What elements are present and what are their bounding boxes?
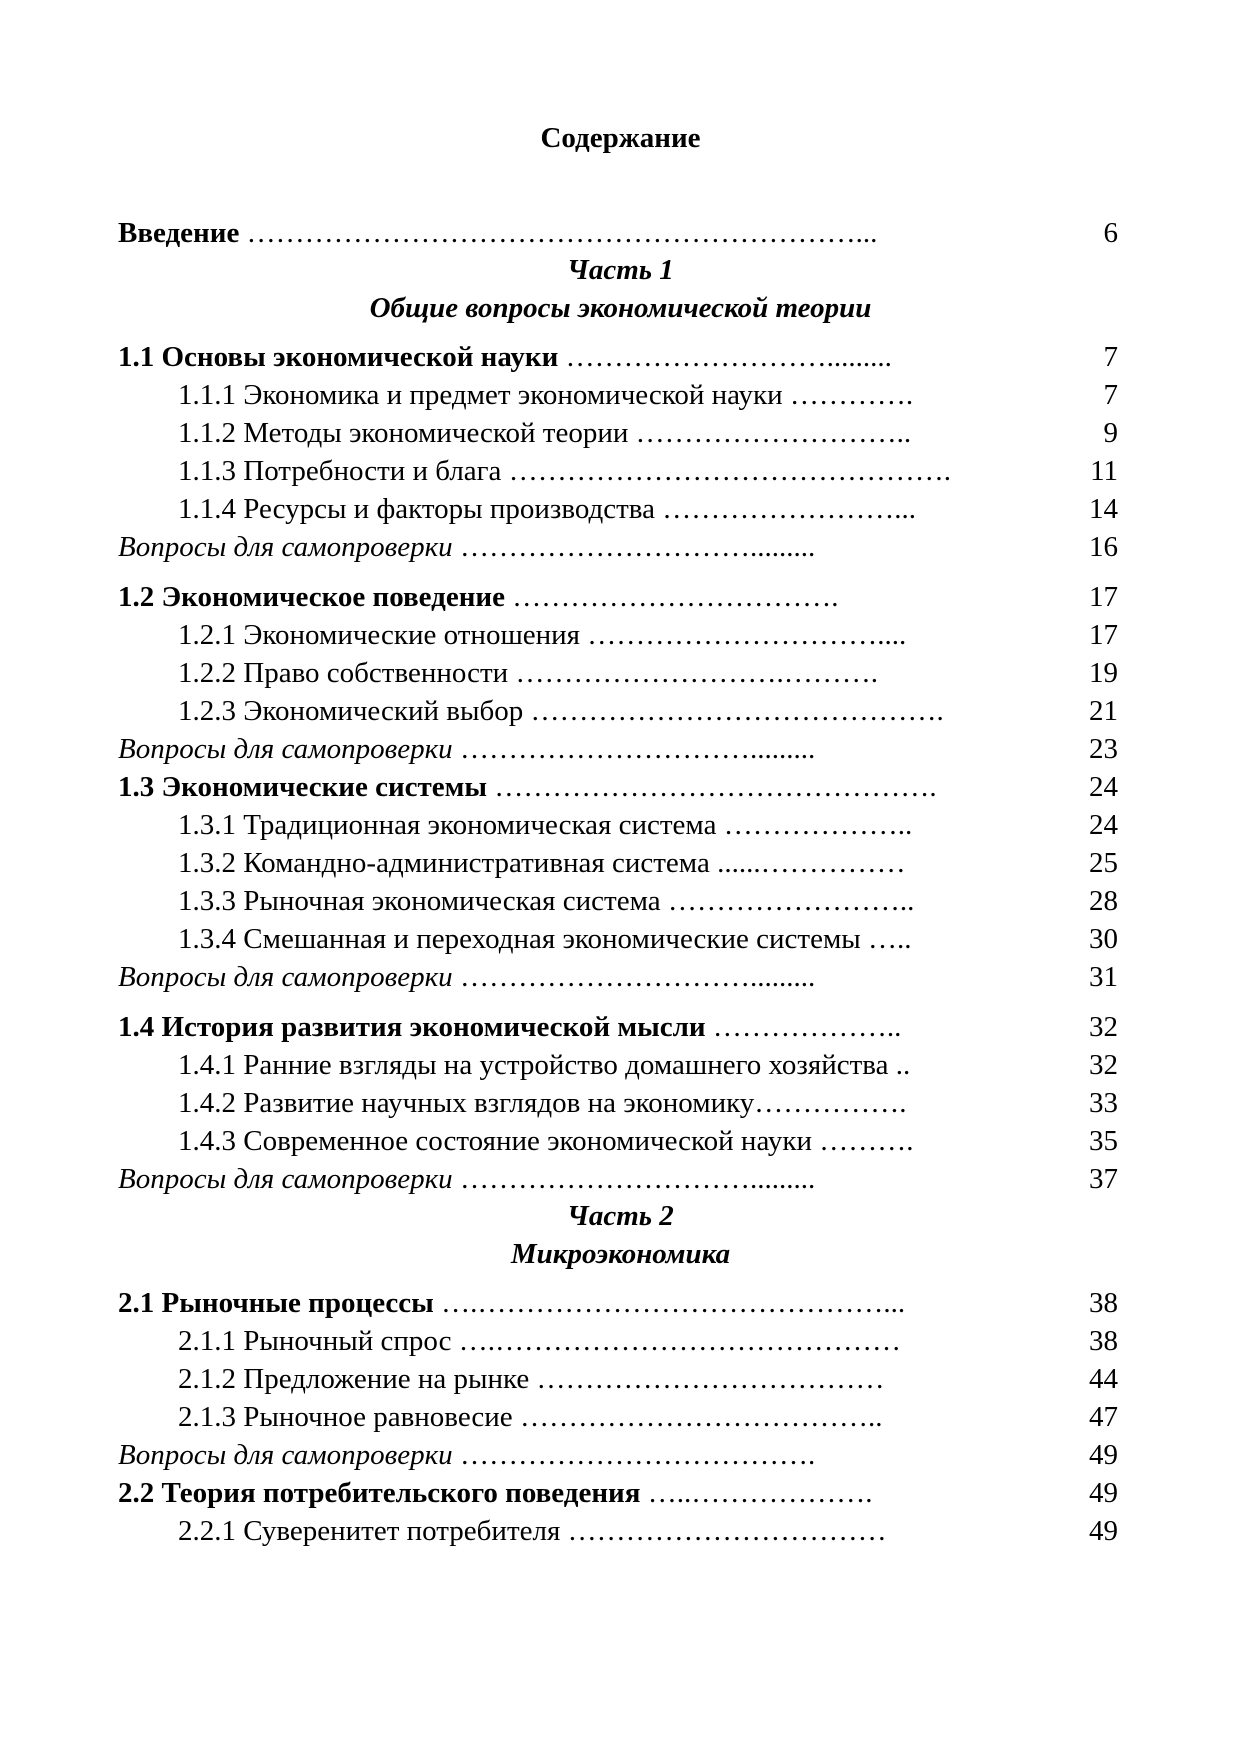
toc-entry-dots: ……………….. (705, 1011, 902, 1043)
toc-entry (178, 1084, 1120, 1122)
toc-entry-dots: ………………………......... (558, 341, 892, 373)
toc-entry-dots: …………………….. (660, 885, 915, 917)
toc-entry-title: 2.1.2 Предложение на рынке (178, 1363, 530, 1395)
toc-entry-title: 2.2.1 Суверенитет потребителя (178, 1515, 561, 1547)
toc-entry-text (178, 920, 1048, 958)
toc-entry-dots: ….…………………………………… (451, 1325, 901, 1357)
toc-entry-page: 14 (1089, 493, 1118, 525)
toc-entry-text (118, 338, 1048, 376)
part-2-subtitle: Микроэкономика (510, 1238, 731, 1270)
part-2-label: Часть 2 (567, 1200, 674, 1232)
toc-entry-dots: ……………………………. (504, 581, 839, 613)
toc-entry (178, 1360, 1120, 1398)
toc-entry-dots: ………………………………. (452, 1439, 816, 1471)
toc-entry-title: 1.1.1 Экономика и предмет экономической науки (178, 379, 783, 411)
toc-entry-page: 38 (1089, 1287, 1118, 1319)
toc-entry-text (178, 882, 1048, 920)
toc-entry-title: Вопросы для самопроверки (118, 961, 453, 993)
toc-entry (178, 882, 1120, 920)
toc-entry-title: 1.3.2 Командно-административная система (178, 847, 710, 879)
toc-entry-dots: ……………………………… (529, 1363, 885, 1395)
toc-entry-page: 17 (1089, 581, 1118, 613)
toc-entry-text (178, 452, 1048, 490)
toc-entry-title: 2.1 Рыночные процессы (118, 1287, 434, 1319)
toc-entry-dots: ……………………….………. (508, 657, 878, 689)
toc-entry-dots: ……………………………………. (523, 695, 944, 727)
toc-entry-page: 17 (1089, 619, 1118, 651)
toc-entry-page: 30 (1089, 923, 1118, 955)
toc-entry-text (118, 578, 1048, 616)
toc-entry-dots: ……………. (754, 1087, 907, 1119)
toc-entry-dots: …………………………… (560, 1515, 887, 1547)
toc-entry-dots: …………………………......... (452, 531, 816, 563)
toc-entry-text (118, 768, 1048, 806)
toc-entry-title: 1.2.2 Право собственности (178, 657, 509, 689)
toc-entry-dots: ……………………………….. (512, 1401, 883, 1433)
toc-entry (178, 920, 1120, 958)
toc-entry-title: 1.2.1 Экономические отношения (178, 619, 581, 651)
toc-entry-dots: …………………………......... (452, 733, 816, 765)
toc-entry-text (118, 958, 1048, 996)
toc-entry-page: 25 (1089, 847, 1118, 879)
toc-entry-text (178, 806, 1048, 844)
toc-entry-page: 47 (1089, 1401, 1118, 1433)
toc-entry-title: 1.3 Экономические системы (118, 771, 488, 803)
toc-entry-text (118, 1474, 1048, 1512)
part-1-subtitle: Общие вопросы экономической теории (369, 292, 872, 324)
toc-entry-text (178, 1046, 1048, 1084)
toc-entry-page: 9 (1103, 417, 1118, 449)
toc-entry (178, 1122, 1120, 1160)
toc-entry-questions (118, 528, 1120, 566)
toc-entry-page: 19 (1089, 657, 1118, 689)
toc-entry-title: 1.3.4 Смешанная и переходная экономические системы (178, 923, 861, 955)
toc-entry-dots: ……………………….. (628, 417, 912, 449)
toc-entry (118, 338, 1120, 376)
toc-entry-title: 1.3.3 Рыночная экономическая система (178, 885, 661, 917)
toc-entry-page: 11 (1090, 455, 1118, 487)
toc-entry (178, 654, 1120, 692)
toc-entry-title: 2.2 Теория потребительского поведения (118, 1477, 641, 1509)
toc-entry-dots: ……………………... (655, 493, 916, 525)
toc-entry (118, 768, 1120, 806)
toc-entry-text (178, 490, 1048, 528)
toc-entry-title: Введение (118, 217, 240, 249)
toc-entry-title: 1.1.2 Методы экономической теории (178, 417, 629, 449)
toc-entry-text (178, 1360, 1048, 1398)
toc-entry-dots: ......…………… (709, 847, 906, 879)
toc-entry-dots: ….……………………………………... (433, 1287, 906, 1319)
toc-title: Содержание (540, 122, 701, 154)
toc-entry-page: 28 (1089, 885, 1118, 917)
toc-entry-dots: …………………………......... (452, 961, 816, 993)
toc-entry-dots: ………………………………………………………... (239, 217, 878, 249)
toc-entry-page: 7 (1103, 341, 1118, 373)
toc-entry-dots: …………. (782, 379, 914, 411)
toc-entry-page: 38 (1089, 1325, 1118, 1357)
toc-entry-text (178, 1512, 1048, 1550)
toc-entry-page: 24 (1089, 809, 1118, 841)
toc-entry (178, 806, 1120, 844)
toc-entry-title: 1.3.1 Традиционная экономическая система (178, 809, 717, 841)
toc-entry (118, 1474, 1120, 1512)
toc-entry-title: 1.2 Экономическое поведение (118, 581, 505, 613)
toc-entry-title: 2.1.1 Рыночный спрос (178, 1325, 452, 1357)
toc-entry-page: 33 (1089, 1087, 1118, 1119)
toc-entry (178, 844, 1120, 882)
toc-entry-page: 23 (1089, 733, 1118, 765)
toc-entry (178, 414, 1120, 452)
toc-entry-title: 1.2.3 Экономический выбор (178, 695, 524, 727)
toc-entry-title: 1.4.1 Ранние взгляды на устройство домашнего хозяйства (178, 1049, 889, 1081)
toc-entry-title: Вопросы для самопроверки (118, 1439, 453, 1471)
toc-entry-title: Вопросы для самопроверки (118, 531, 453, 563)
toc-entry-dots: ………………………………………. (501, 455, 951, 487)
toc-entry-title: 1.1 Основы экономической науки (118, 341, 559, 373)
toc-entry (178, 1046, 1120, 1084)
toc-entry-text (178, 616, 1048, 654)
toc-entry-text (178, 692, 1048, 730)
toc-entry-text (178, 1322, 1048, 1360)
toc-entry-page: 44 (1089, 1363, 1118, 1395)
toc-entry-page: 35 (1089, 1125, 1118, 1157)
toc-entry-page: 49 (1089, 1477, 1118, 1509)
toc-entry-title: Вопросы для самопроверки (118, 733, 453, 765)
toc-entry-text (178, 844, 1048, 882)
toc-entry-dots: ….. (860, 923, 912, 955)
toc-entry-dots: ………………………….... (580, 619, 907, 651)
toc-entry-page: 31 (1089, 961, 1118, 993)
toc-entry-page: 16 (1089, 531, 1118, 563)
toc-entry-intro (118, 214, 1120, 252)
toc-entry (178, 692, 1120, 730)
toc-entry (178, 1398, 1120, 1436)
toc-entry-text (118, 1436, 1048, 1474)
toc-entry-text (118, 214, 1048, 252)
toc-entry (178, 376, 1120, 414)
toc-entry-title: 1.4 История развития экономической мысли (118, 1011, 706, 1043)
toc-entry (178, 1322, 1120, 1360)
toc-entry (178, 490, 1120, 528)
toc-entry-title: 1.4.2 Развитие научных взглядов на экономику (178, 1087, 755, 1119)
toc-entry-page: 37 (1089, 1163, 1118, 1195)
toc-entry-dots: ………. (811, 1125, 914, 1157)
toc-entry-title: 1.1.3 Потребности и блага (178, 455, 502, 487)
toc-entry (178, 1512, 1120, 1550)
toc-entry (118, 1284, 1120, 1322)
toc-entry-text (118, 1284, 1048, 1322)
toc-entry-dots: …………………………......... (452, 1163, 816, 1195)
toc-entry-page: 49 (1089, 1515, 1118, 1547)
toc-entry-page: 49 (1089, 1439, 1118, 1471)
toc-entry (178, 616, 1120, 654)
toc-entry-title: 1.4.3 Современное состояние экономической науки (178, 1125, 812, 1157)
toc-entry-text (178, 1122, 1048, 1160)
toc-entry-dots: …..………………. (640, 1477, 873, 1509)
part-1-label: Часть 1 (567, 254, 674, 286)
toc-entry-text (118, 1160, 1048, 1198)
toc-entry-questions (118, 1160, 1120, 1198)
toc-entry (118, 578, 1120, 616)
toc-entry-text (178, 376, 1048, 414)
toc-entry-page: 32 (1089, 1011, 1118, 1043)
toc-entry-text (178, 654, 1048, 692)
toc-entry-title: 1.1.4 Ресурсы и факторы производства (178, 493, 655, 525)
toc-entry-title: 2.1.3 Рыночное равновесие (178, 1401, 513, 1433)
toc-entry-page: 6 (1103, 217, 1118, 249)
toc-entry-text (118, 1008, 1048, 1046)
toc-entry-dots: .. (888, 1049, 911, 1081)
toc-entry-text (118, 528, 1048, 566)
toc-entry-page: 24 (1089, 771, 1118, 803)
toc-entry (178, 452, 1120, 490)
toc-entry-dots: ……………….. (716, 809, 913, 841)
toc-entry-page: 32 (1089, 1049, 1118, 1081)
toc-entry-questions (118, 1436, 1120, 1474)
toc-entry-text (178, 414, 1048, 452)
toc-entry-text (178, 1398, 1048, 1436)
toc-entry-dots: ………………………………………. (487, 771, 937, 803)
toc-entry-questions (118, 958, 1120, 996)
toc-entry-title: Вопросы для самопроверки (118, 1163, 453, 1195)
toc-entry-page: 7 (1103, 379, 1118, 411)
toc-entry-page: 21 (1089, 695, 1118, 727)
toc-entry-text (178, 1084, 1048, 1122)
toc-entry-questions (118, 730, 1120, 768)
toc-entry-text (118, 730, 1048, 768)
toc-entry (118, 1008, 1120, 1046)
